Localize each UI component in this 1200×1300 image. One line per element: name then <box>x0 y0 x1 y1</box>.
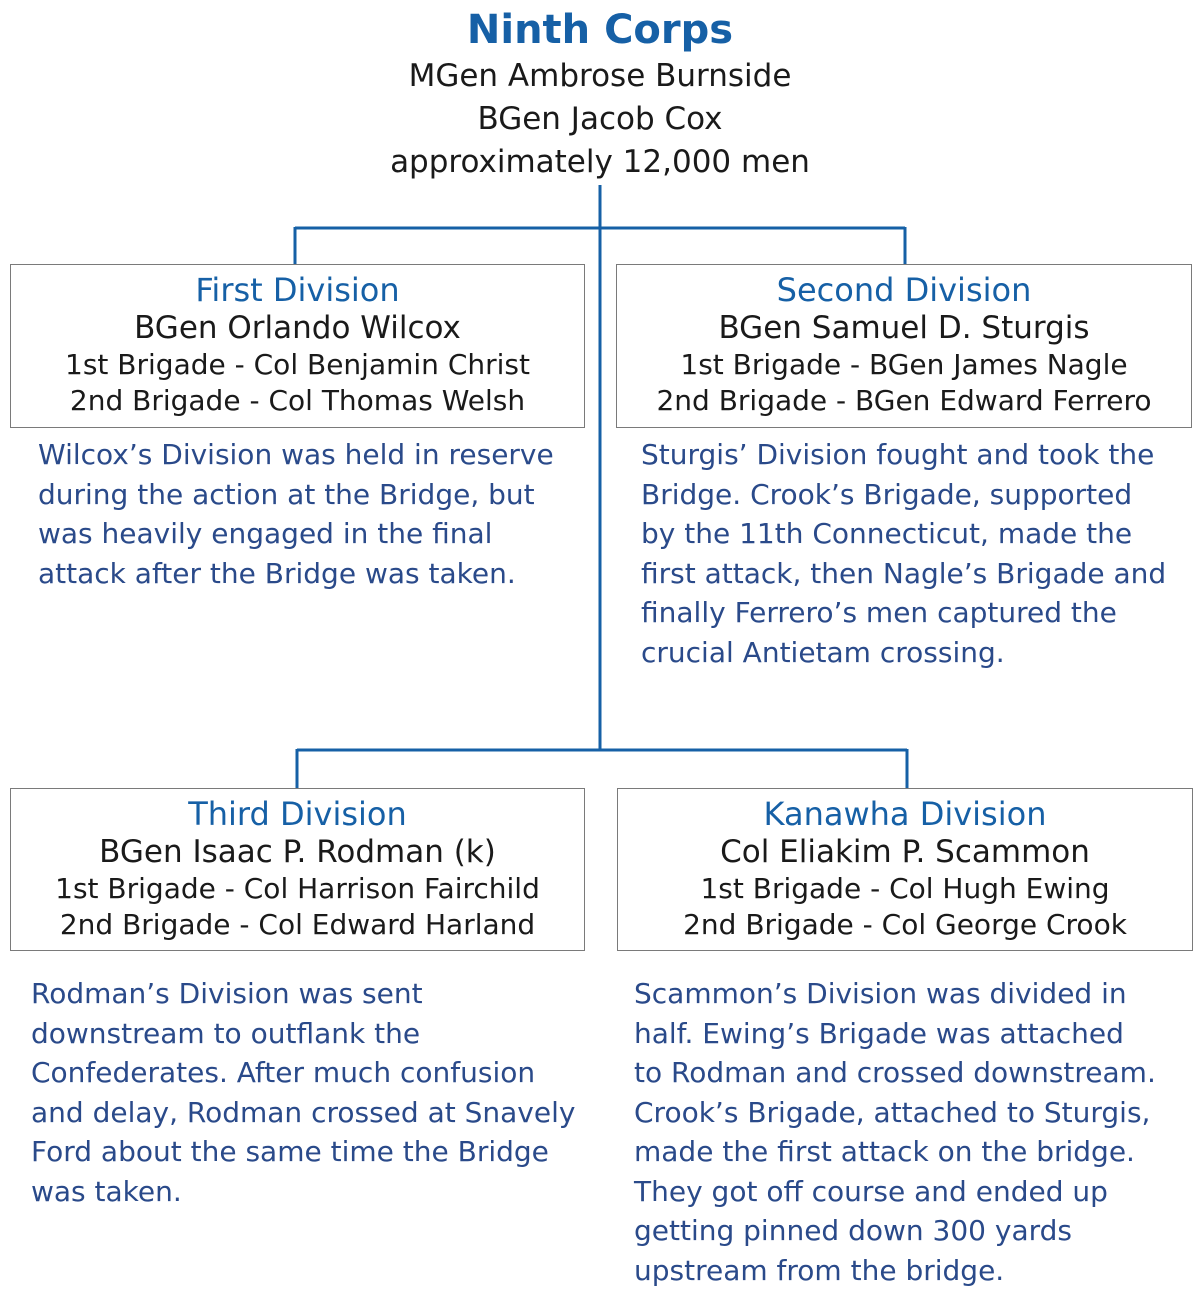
note-line: was taken. <box>31 1174 182 1208</box>
note-line: during the action at the Bridge, but <box>38 477 535 511</box>
second-division-box <box>616 264 1192 428</box>
note-line: upstream from the bridge. <box>634 1253 1005 1287</box>
kanawha-division-note <box>634 974 1196 1290</box>
kanawha-division-box <box>617 788 1193 951</box>
first-division-box <box>10 264 585 428</box>
brigade-2: 2nd Brigade - Col George Crook <box>683 908 1127 941</box>
division-title: First Division <box>195 271 400 309</box>
division-title: Third Division <box>188 795 407 833</box>
note-line: finally Ferrero’s men captured the <box>641 596 1117 629</box>
third-division-note <box>31 974 596 1211</box>
division-commander: Col Eliakim P. Scammon <box>720 834 1090 870</box>
note-line: by the 11th Connecticut, made the <box>641 517 1133 550</box>
division-title: Second Division <box>776 271 1032 309</box>
note-line: Ford about the same time the Bridge <box>31 1135 549 1168</box>
note-line: Scammon’s Division was divided in <box>634 977 1127 1010</box>
corps-commander: MGen Ambrose Burnside <box>408 58 792 94</box>
division-commander: BGen Samuel D. Sturgis <box>718 310 1090 346</box>
note-line: Bridge. Crook’s Brigade, supported <box>641 477 1133 511</box>
first-division-note <box>38 435 598 593</box>
note-line: crucial Antietam crossing. <box>641 635 1005 669</box>
note-line: Crook’s Brigade, attached to Sturgis, <box>634 1095 1151 1129</box>
brigade-1: 1st Brigade - BGen James Nagle <box>680 348 1128 381</box>
note-line: made the first attack on the bridge. <box>634 1135 1135 1168</box>
corps-strength: approximately 12,000 men <box>390 144 810 180</box>
brigade-1: 1st Brigade - Col Harrison Fairchild <box>55 872 540 905</box>
brigade-1: 1st Brigade - Col Benjamin Christ <box>65 348 530 381</box>
note-line: downstream to outflank the <box>31 1016 421 1050</box>
note-line: was heavily engaged in the final <box>38 517 493 550</box>
note-line: and delay, Rodman crossed at Snavely <box>31 1095 576 1129</box>
note-line: to Rodman and crossed downstream. <box>634 1056 1156 1089</box>
division-title: Kanawha Division <box>763 795 1047 833</box>
corps-title: Ninth Corps <box>466 7 734 53</box>
brigade-2: 2nd Brigade - Col Edward Harland <box>59 908 536 941</box>
note-line: Rodman’s Division was sent <box>31 977 423 1010</box>
note-line: first attack, then Nagle’s Brigade and <box>641 556 1167 590</box>
division-commander: BGen Isaac P. Rodman (k) <box>99 834 496 870</box>
note-line: getting pinned down 300 yards <box>634 1214 1073 1247</box>
brigade-2: 2nd Brigade - BGen Edward Ferrero <box>656 384 1152 417</box>
corps-second-commander: BGen Jacob Cox <box>477 101 723 137</box>
brigade-2: 2nd Brigade - Col Thomas Welsh <box>69 384 526 417</box>
note-line: They got off course and ended up <box>634 1174 1108 1208</box>
brigade-1: 1st Brigade - Col Hugh Ewing <box>700 872 1110 905</box>
note-line: attack after the Bridge was taken. <box>38 556 516 590</box>
second-division-note <box>641 435 1197 672</box>
note-line: Confederates. After much confusion <box>31 1056 536 1089</box>
third-division-box <box>10 788 585 951</box>
division-commander: BGen Orlando Wilcox <box>134 310 461 346</box>
corps-header <box>0 0 1200 184</box>
note-line: Wilcox’s Division was held in reserve <box>38 438 554 471</box>
note-line: half. Ewing’s Brigade was attached <box>634 1016 1124 1050</box>
note-line: Sturgis’ Division fought and took the <box>641 438 1155 471</box>
